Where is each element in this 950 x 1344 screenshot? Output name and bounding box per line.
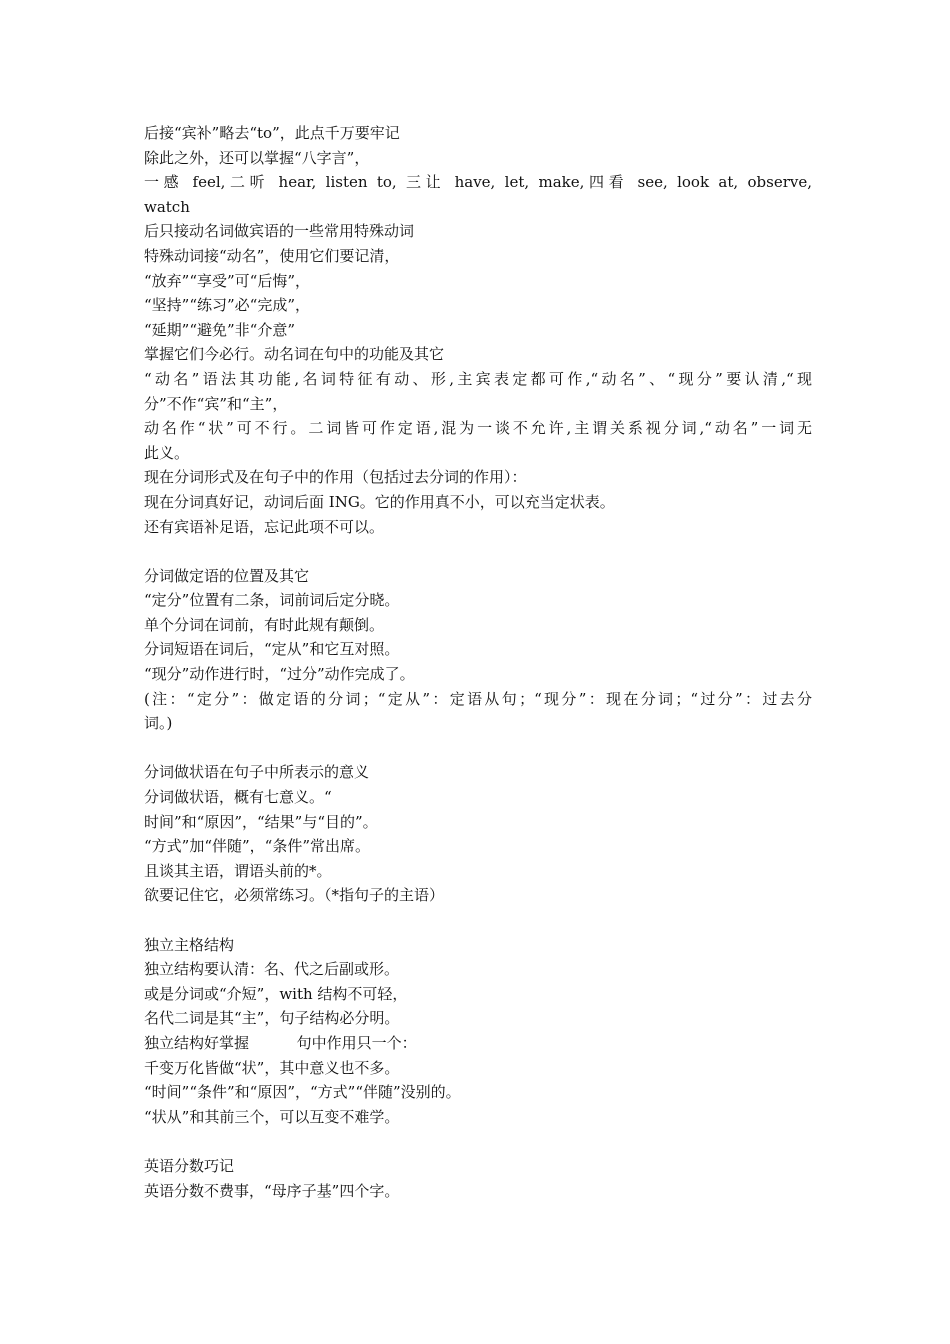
text-line: 除此之外，还可以掌握“八字言”，	[144, 148, 370, 167]
blank-line	[144, 1129, 812, 1154]
text-line: 特殊动词接“动名”，使用它们要记清，	[144, 246, 400, 265]
text-line: 独立结构要认清：名、代之后副或形。	[144, 960, 400, 979]
section-heading: 现在分词形式及在句子中的作用（包括过去分词的作用）：	[144, 468, 527, 487]
text-line: watch	[144, 197, 190, 216]
section-heading: 分词做状语在句子中所表示的意义	[144, 763, 370, 782]
text-line: 还有宾语补足语，忘记此项不可以。	[144, 517, 385, 536]
text-line: 分词做状语，概有七意义。“	[144, 788, 332, 807]
text-line: 或是分词或“介短”，with 结构不可轻，	[144, 984, 408, 1003]
text-line: “延期”“避免”非“介意”	[144, 320, 296, 339]
text-line: 分词短语在词后，“定从”和它互对照。	[144, 640, 400, 659]
text-line: 现在分词真好记，动词后面 ING。它的作用真不小，可以充当定状表。	[144, 492, 615, 511]
text-line: 独立结构好掌握 句中作用只一个：	[144, 1033, 417, 1052]
text-line: 动名作“状”可不行。二词皆可作定语,混为一谈不允许,主谓关系视分词,“动名”一词无	[144, 419, 812, 438]
text-line: (注：“定分”：做定语的分词；“定从”：定语从句；“现分”：现在分词；“过分”：过去分	[144, 689, 812, 708]
section-heading: 独立主格结构	[144, 935, 235, 954]
text-line: 单个分词在词前，有时此规有颠倒。	[144, 615, 385, 634]
blank-line	[144, 736, 812, 761]
text-line: 此义。	[144, 443, 190, 462]
text-line: 后接“宾补”略去“to”，此点千万要牢记	[144, 124, 400, 142]
text-line: 名代二词是其“主”，句子结构必分明。	[144, 1009, 400, 1028]
section-heading: 分词做定语的位置及其它	[144, 566, 310, 585]
text-line: “动名”语法其功能,名词特征有动、形,主宾表定都可作,“动名”、“现分”要认清,“现	[144, 369, 812, 388]
text-line: 分”不作“宾”和“主”，	[144, 394, 288, 413]
blank-line	[144, 539, 812, 564]
text-line: 欲要记住它，必须常练习。（*指句子的主语）	[144, 886, 445, 905]
text-line: “定分”位置有二条，词前词后定分晓。	[144, 591, 400, 610]
text-line: “坚持”“练习”必“完成”，	[144, 296, 311, 315]
text-line: 千变万化皆做“状”，其中意义也不多。	[144, 1058, 400, 1077]
text-line: “状从”和其前三个，可以互变不难学。	[144, 1107, 400, 1126]
text-line: 掌握它们今必行。动名词在句中的功能及其它	[144, 345, 445, 364]
text-line: 英语分数不费事，“母序子基”四个字。	[144, 1181, 400, 1200]
text-line: 且谈其主语，谓语头前的*。	[144, 861, 332, 880]
text-line: “方式”加“伴随”，“条件”常出席。	[144, 837, 371, 856]
section-heading: 后只接动名词做宾语的一些常用特殊动词	[144, 222, 415, 241]
text-line: 一感 feel,二听 hear, listen to, 三让 have, let, make,四看 see, look at, observe,	[144, 173, 812, 192]
text-line: 时间”和“原因”，“结果”与“目的”。	[144, 812, 378, 831]
text-line: “现分”动作进行时，“过分”动作完成了。	[144, 665, 415, 684]
section-heading: 英语分数巧记	[144, 1156, 235, 1175]
text-line: “放弃”“享受”可“后悔”，	[144, 271, 311, 290]
document-body	[144, 121, 812, 1203]
text-line: 词。)	[144, 714, 173, 733]
blank-line	[144, 908, 812, 933]
text-line: “时间”“条件”和“原因”，“方式”“伴随”没别的。	[144, 1083, 461, 1102]
